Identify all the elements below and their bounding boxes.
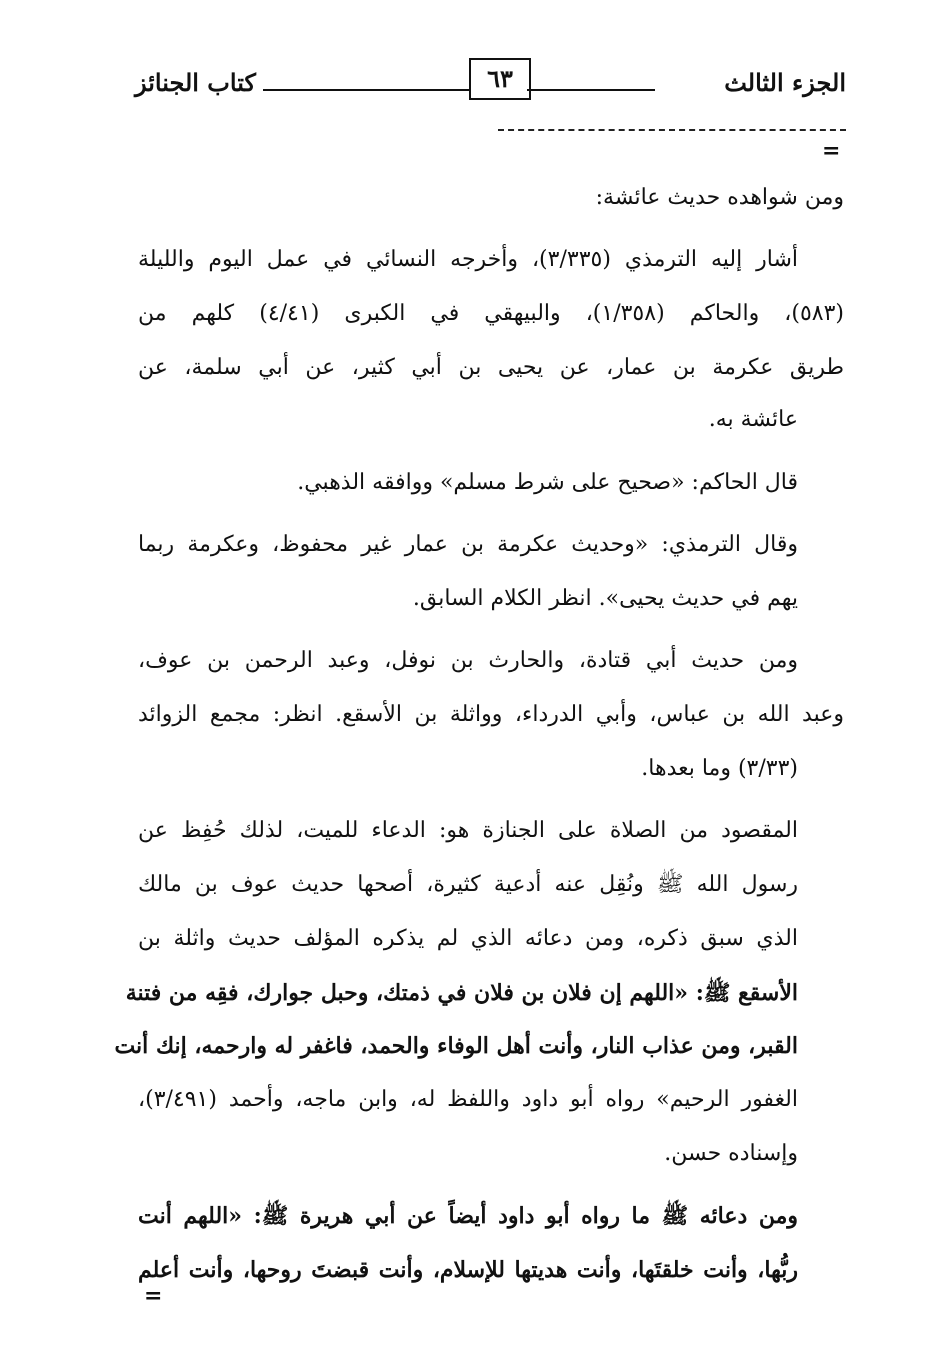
text-line: رسول الله ﷺ ونُقِل عنه أدعية كثيرة، أصحها حديث عوف بن مالك [138, 872, 798, 897]
page-number-box [469, 58, 531, 100]
text-line: الغفور الرحيم» رواه أبو داود واللفظ له، وابن ماجه، وأحمد (٣/٤٩١)، [138, 1087, 798, 1112]
text-line: ومن دعائه ﷺ ما رواه أبو داود أيضاً عن أبي هريرة ﷺ: «اللهم أنت [138, 1203, 798, 1229]
text-line: قال الحاكم: «صحيح على شرط مسلم» ووافقه الذهبي. [297, 470, 798, 495]
text-line: المقصود من الصلاة على الجنازة هو: الدعاء للميت، لذلك حُفِظ عن [138, 818, 798, 843]
text-line: وقال الترمذي: «وحديث عكرمة بن عمار غير محفوظ، وعكرمة ربما [138, 532, 798, 557]
text-line: القبر، ومن عذاب النار، وأنت أهل الوفاء والحمد، فاغفر له وارحمه، إنك أنت [114, 1033, 798, 1059]
text-line: ومن حديث أبي قتادة، والحارث بن نوفل، وعبد الرحمن بن عوف، [138, 648, 798, 673]
text-line: طريق عكرمة بن عمار، عن يحيى بن أبي كثير، عن أبي سلمة، عن [138, 355, 844, 380]
text-line: أشار إليه الترمذي (٣/٣٣٥)، وأخرجه النسائي في عمل اليوم والليلة [138, 247, 798, 272]
text-line: الذي سبق ذكره، ومن دعائه الذي لم يذكره المؤلف حديث واثلة بن [138, 926, 798, 951]
text-line: وعبد الله بن عباس، وأبي الدرداء، وواثلة بن الأسقع. انظر: مجمع الزوائد [138, 702, 844, 727]
footnote-separator [498, 129, 846, 131]
text-line: (٥٨٣)، والحاكم (١/٣٥٨)، والبيهقي في الكبرى (٤/٤١) كلهم من [138, 301, 844, 326]
text-line: عائشة به. [708, 407, 798, 432]
page-header [135, 58, 846, 102]
part-title: الجزء الثالث [724, 68, 846, 97]
header-rule-right [527, 89, 655, 91]
header-rule-left [263, 89, 469, 91]
continuation-marker-top: = [822, 138, 841, 164]
page-number: ٦٣ [487, 64, 513, 93]
continuation-marker-bottom: = [144, 1283, 163, 1309]
text-line: (٣/٣٣) وما بعدها. [641, 756, 798, 781]
text-line: يهم في حديث يحيى». انظر الكلام السابق. [412, 586, 798, 611]
text-line: الأسقع ﷺ: «اللهم إن فلان بن فلان في ذمتك، وحبل جوارك، فقِه من فتنة [125, 980, 798, 1006]
text-line: وإسناده حسن. [664, 1141, 798, 1166]
book-title: كتاب الجنائز [135, 68, 256, 97]
text-line: ومن شواهده حديث عائشة: [595, 185, 844, 210]
text-line: ربُّها، وأنت خلقتَها، وأنت هديتها للإسلام، وأنت قبضتَ روحها، وأنت أعلم [138, 1257, 798, 1283]
